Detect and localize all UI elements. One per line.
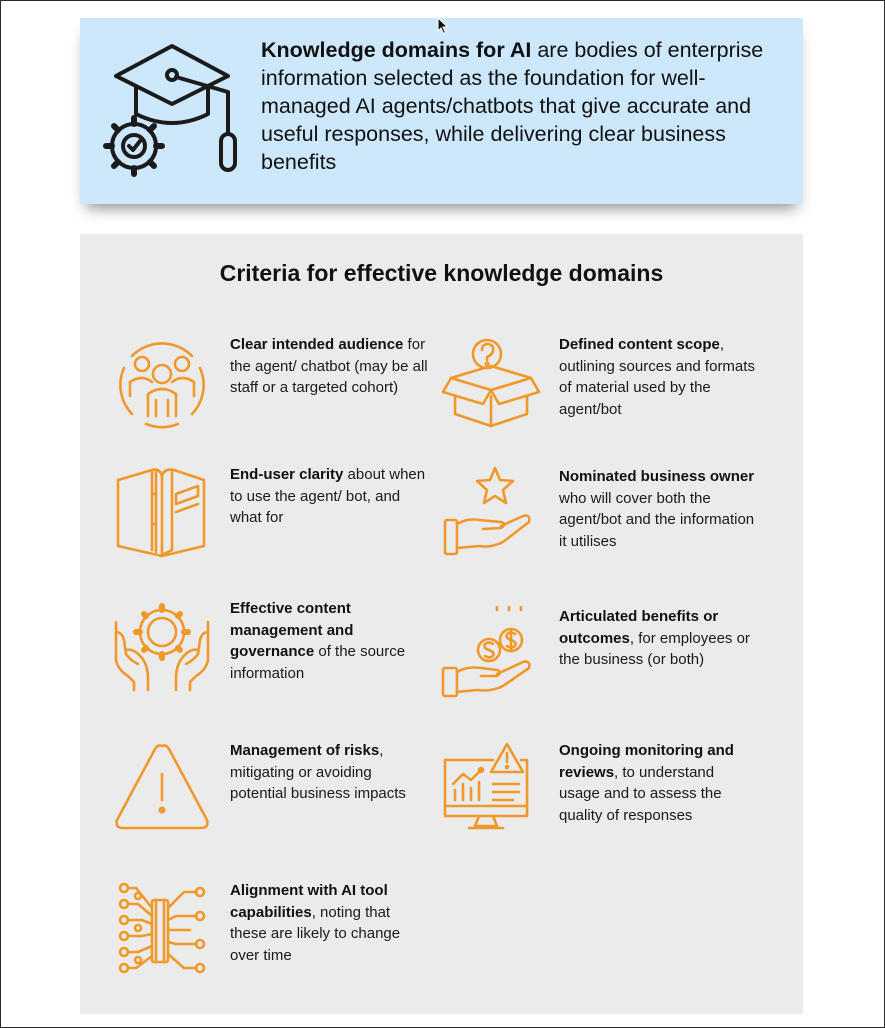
monitor-chart-warning-icon — [441, 740, 541, 840]
criterion-body: , outlining sources and formats of material used by the agent/bot — [559, 336, 755, 418]
criterion-text — [230, 880, 430, 966]
criterion-text — [230, 464, 430, 529]
criterion-text — [230, 334, 430, 399]
hand-coins-icon — [441, 606, 541, 706]
criterion-text — [559, 606, 759, 671]
criterion-bold: Nominated business owner — [559, 468, 755, 485]
criterion-body: , noting that these are likely to change over time — [230, 903, 401, 964]
criterion-bold: End-user clarity — [230, 466, 344, 483]
panel-title: Criteria for effective knowledge domains — [219, 260, 664, 286]
intro-banner — [80, 18, 803, 204]
criterion-bold: Defined content scope — [559, 336, 720, 353]
hands-gear-icon — [112, 598, 212, 698]
intro-text — [261, 36, 791, 176]
mouse-cursor-icon — [437, 17, 449, 35]
audience-people-icon — [112, 334, 212, 434]
criterion-body: for the agent/ chatbot (may be all staff or a targeted cohort) — [230, 336, 428, 396]
criterion-body: of the source information — [230, 643, 406, 682]
criterion-text — [230, 598, 430, 684]
criterion-body: , mitigating or avoiding potential business impacts — [230, 742, 406, 802]
criterion-body: , to understand usage and to assess the quality of responses — [559, 763, 722, 824]
open-book-icon — [112, 464, 212, 564]
criterion-bold: Alignment with AI tool capabilities — [230, 882, 388, 921]
criterion-body: who will cover both the agent/bot and the information it utilises — [559, 489, 755, 550]
criterion-text — [230, 740, 430, 805]
question-box-icon — [441, 334, 541, 434]
criterion-body: , for employees or the business (or both) — [559, 629, 750, 668]
criterion-bold: Clear intended audience — [230, 336, 404, 353]
criteria-panel — [80, 234, 803, 1014]
criterion-bold: Effective content management and governance — [230, 600, 354, 660]
criterion-text — [559, 334, 759, 420]
criterion-bold: Management of risks — [230, 742, 380, 759]
hand-star-icon — [441, 466, 541, 566]
criterion-body: about when to use the agent/ bot, and what for — [230, 466, 426, 526]
graduation-cap-gear-icon — [100, 40, 242, 180]
warning-triangle-icon — [112, 740, 212, 840]
intro-body: are bodies of enterprise information selected as the foundation for well-managed AI agents/chatbots that give accurate and useful responses, while delivering clear business benefits — [261, 38, 764, 174]
intro-bold: Knowledge domains for AI — [261, 38, 532, 62]
criterion-text — [559, 466, 759, 552]
criterion-bold: Ongoing monitoring and reviews — [559, 742, 734, 781]
criterion-bold: Articulated benefits or outcomes — [559, 608, 719, 647]
criterion-text — [559, 740, 759, 826]
ai-chip-circuit-icon — [112, 880, 212, 980]
